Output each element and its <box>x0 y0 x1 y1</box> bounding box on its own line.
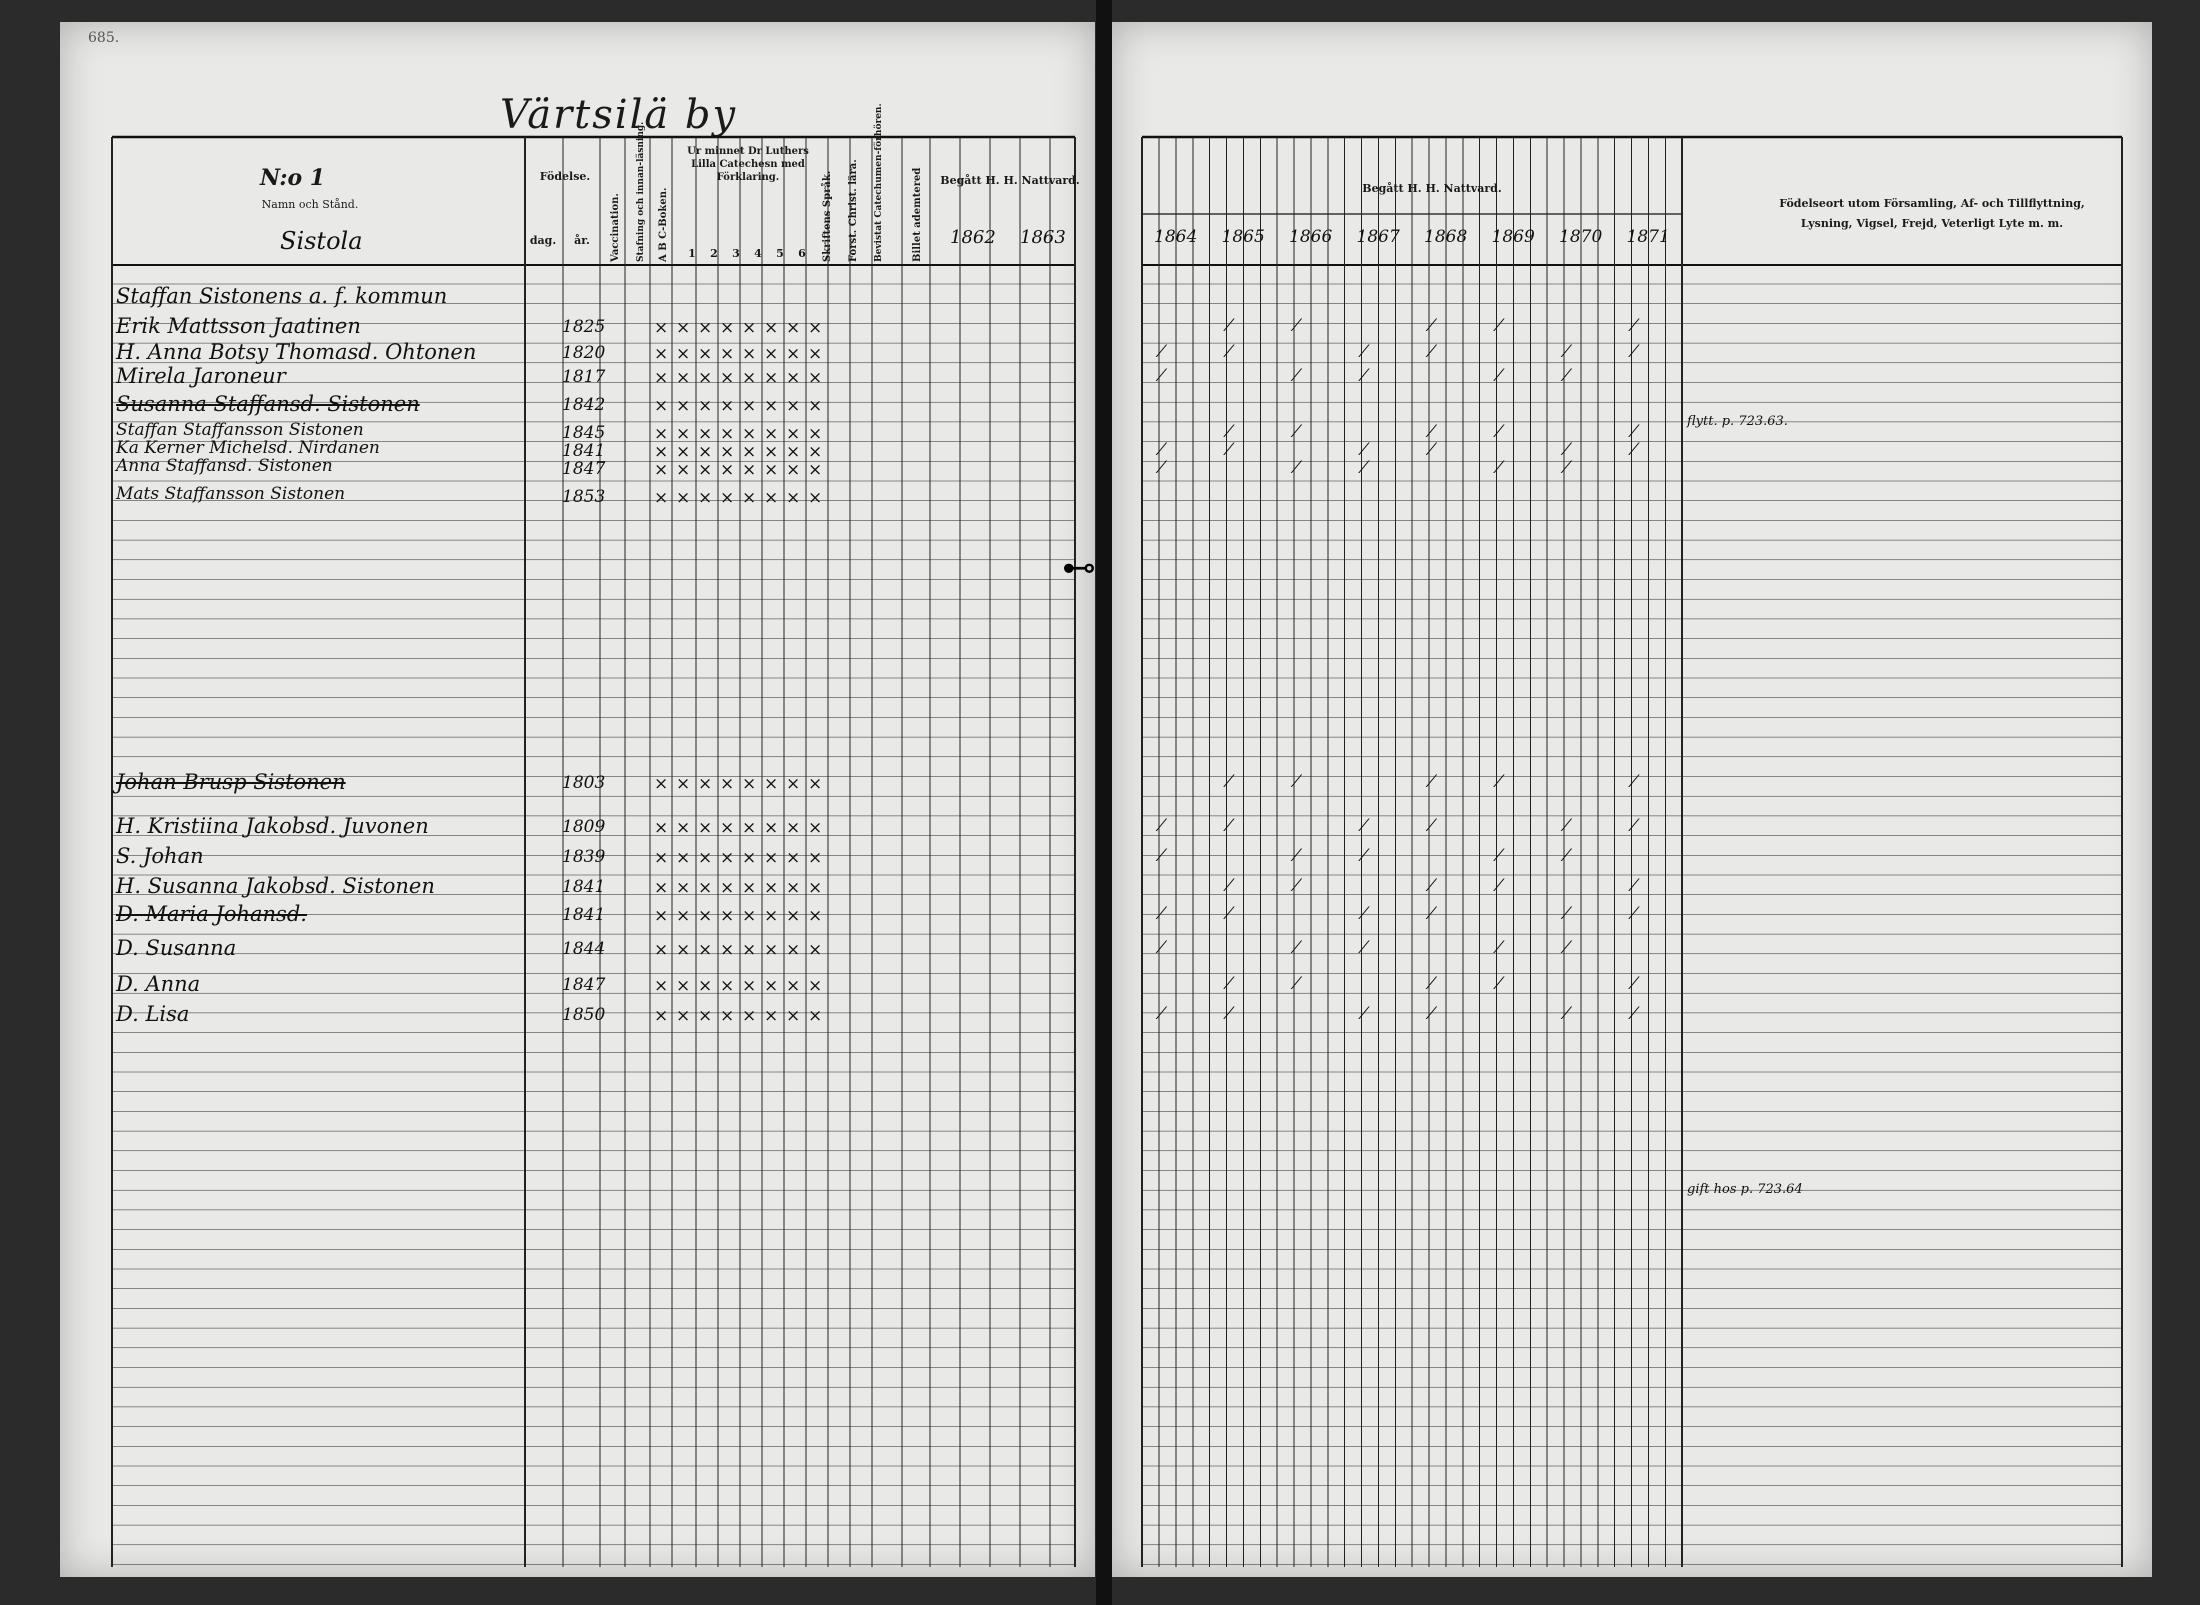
entry-name: D. Lisa <box>116 1002 190 1026</box>
book-spine <box>1096 0 1112 1605</box>
tick-mark: × <box>676 818 691 838</box>
catechism-col-4: 4 <box>754 247 762 260</box>
tick-mark: × <box>720 878 735 898</box>
tick-mark: × <box>786 940 801 960</box>
year-1864: 1864 <box>1154 227 1198 247</box>
year-header: år. <box>574 234 590 247</box>
communion-mark: ⁄ <box>1565 1004 1568 1024</box>
tick-mark: × <box>676 906 691 926</box>
tick-mark: × <box>676 396 691 416</box>
tick-mark: × <box>808 940 823 960</box>
year-1866: 1866 <box>1289 227 1333 247</box>
tick-mark: × <box>808 424 823 444</box>
tick-mark: × <box>654 818 669 838</box>
tick-mark: × <box>764 1006 779 1026</box>
tick-mark: × <box>654 442 669 462</box>
tick-mark: × <box>720 488 735 508</box>
communion-mark: ⁄ <box>1227 316 1231 336</box>
tick-mark: × <box>808 818 823 838</box>
communion-mark: ⁄ <box>1430 316 1433 336</box>
tick-mark: × <box>676 774 691 794</box>
communion-mark: ⁄ <box>1295 938 1298 958</box>
tick-mark: × <box>742 368 757 388</box>
catechism-col-2: 2 <box>710 247 718 260</box>
right-register-page <box>1112 22 2152 1577</box>
entry-name: H. Kristiina Jakobsd. Juvonen <box>116 814 429 838</box>
tick-mark: × <box>698 460 713 480</box>
communion-mark: ⁄ <box>1227 904 1231 924</box>
communion-mark: ⁄ <box>1160 440 1163 460</box>
communion-mark: ⁄ <box>1362 458 1366 478</box>
tick-mark: × <box>808 774 823 794</box>
tick-mark: × <box>720 774 735 794</box>
entry-name: H. Susanna Jakobsd. Sistonen <box>116 874 435 898</box>
catechism-col-1: 1 <box>688 247 696 260</box>
tick-mark: × <box>654 368 669 388</box>
scripture-header: Skriftens Språk. <box>822 170 833 262</box>
tick-mark: × <box>786 976 801 996</box>
tick-mark: × <box>676 460 691 480</box>
entry-birth-year: 1845 <box>562 423 606 443</box>
tick-mark: × <box>720 940 735 960</box>
entry-birth-year: 1803 <box>562 773 606 793</box>
communion-mark: ⁄ <box>1227 422 1231 442</box>
tick-mark: × <box>654 396 669 416</box>
entry-birth-year: 1820 <box>562 343 606 363</box>
tick-mark: × <box>720 1006 735 1026</box>
entry-name: D. Maria Johansd. <box>116 902 307 926</box>
communion-mark: ⁄ <box>1497 422 1501 442</box>
tick-mark: × <box>654 1006 669 1026</box>
tick-mark: × <box>786 488 801 508</box>
tick-mark: × <box>742 424 757 444</box>
village-title: Värtsilä by <box>500 92 738 138</box>
tick-mark: × <box>742 906 757 926</box>
entry-name: Staffan Staffansson Sistonen <box>116 420 364 440</box>
tick-mark: × <box>654 344 669 364</box>
communion-mark: ⁄ <box>1295 366 1298 386</box>
tick-mark: × <box>720 368 735 388</box>
remark-2: gift hos p. 723.64 <box>1687 1182 1803 1197</box>
tick-mark: × <box>654 906 669 926</box>
communion-mark: ⁄ <box>1362 938 1366 958</box>
tick-mark: × <box>676 344 691 364</box>
tick-mark: × <box>720 976 735 996</box>
tick-mark: × <box>698 318 713 338</box>
entry-birth-year: 1809 <box>562 817 606 837</box>
tick-mark: × <box>786 818 801 838</box>
tick-mark: × <box>786 774 801 794</box>
tick-mark: × <box>698 848 713 868</box>
tick-mark: × <box>764 368 779 388</box>
communion-mark: ⁄ <box>1497 846 1501 866</box>
tick-mark: × <box>764 774 779 794</box>
tick-mark: × <box>698 976 713 996</box>
entry-birth-year: 1847 <box>562 459 606 479</box>
tick-mark: × <box>698 424 713 444</box>
communion-mark: ⁄ <box>1430 904 1433 924</box>
tick-mark: × <box>808 878 823 898</box>
communion-mark: ⁄ <box>1295 458 1298 478</box>
communion-mark: ⁄ <box>1430 440 1433 460</box>
day-header: dag. <box>529 234 557 247</box>
tick-mark: × <box>808 396 823 416</box>
communion-mark: ⁄ <box>1362 342 1366 362</box>
tick-mark: × <box>764 878 779 898</box>
tick-mark: × <box>764 906 779 926</box>
tick-mark: × <box>742 976 757 996</box>
entry-birth-year: 1847 <box>562 975 606 995</box>
tick-mark: × <box>786 906 801 926</box>
communion-header-left: Begått H. H. Nattvard. <box>940 174 1080 187</box>
year-1867: 1867 <box>1356 227 1400 247</box>
entry-name: Johan Brusp Sistonen <box>116 770 346 794</box>
entry-birth-year: 1850 <box>562 1005 606 1025</box>
communion-mark: ⁄ <box>1362 1004 1366 1024</box>
tick-mark: × <box>720 424 735 444</box>
tick-mark: × <box>720 818 735 838</box>
communion-mark: ⁄ <box>1160 1004 1163 1024</box>
tick-mark: × <box>676 878 691 898</box>
farm-name: Sistola <box>280 227 363 255</box>
communion-mark: ⁄ <box>1632 342 1636 362</box>
tick-mark: × <box>742 396 757 416</box>
tick-mark: × <box>698 442 713 462</box>
tick-mark: × <box>720 848 735 868</box>
communion-mark: ⁄ <box>1632 1004 1636 1024</box>
tick-mark: × <box>742 460 757 480</box>
communion-mark: ⁄ <box>1227 816 1231 836</box>
communion-mark: ⁄ <box>1295 316 1298 336</box>
entry-name: Susanna Staffansd. Sistonen <box>116 392 420 416</box>
entry-birth-year: 1817 <box>562 367 606 387</box>
tick-mark: × <box>742 940 757 960</box>
tick-mark: × <box>698 396 713 416</box>
tick-mark: × <box>698 488 713 508</box>
communion-mark: ⁄ <box>1497 974 1501 994</box>
communion-mark: ⁄ <box>1295 846 1298 866</box>
communion-mark: ⁄ <box>1632 440 1636 460</box>
tick-mark: × <box>676 442 691 462</box>
tick-mark: × <box>764 344 779 364</box>
communion-mark: ⁄ <box>1565 366 1568 386</box>
tick-mark: × <box>764 818 779 838</box>
tick-mark: × <box>786 460 801 480</box>
entry-name: H. Anna Botsy Thomasd. Ohtonen <box>116 340 477 364</box>
birth-header: Födelse. <box>539 170 591 183</box>
tick-mark: × <box>654 940 669 960</box>
left-page-ruling <box>60 22 1095 1577</box>
year-1865: 1865 <box>1221 227 1265 247</box>
tick-mark: × <box>654 848 669 868</box>
communion-mark: ⁄ <box>1160 904 1163 924</box>
tick-mark: × <box>786 442 801 462</box>
tick-mark: × <box>676 940 691 960</box>
tick-mark: × <box>808 368 823 388</box>
tick-mark: × <box>698 878 713 898</box>
communion-mark: ⁄ <box>1430 1004 1433 1024</box>
communion-mark: ⁄ <box>1430 876 1433 896</box>
year-1869: 1869 <box>1491 227 1535 247</box>
tick-mark: × <box>742 848 757 868</box>
catechism-col-5: 5 <box>776 247 784 260</box>
tick-mark: × <box>654 424 669 444</box>
tick-mark: × <box>808 488 823 508</box>
communion-mark: ⁄ <box>1497 938 1501 958</box>
entry-birth-year: 1841 <box>562 441 606 461</box>
communion-mark: ⁄ <box>1430 974 1433 994</box>
communion-mark: ⁄ <box>1160 366 1163 386</box>
tick-mark: × <box>698 1006 713 1026</box>
tick-mark: × <box>698 368 713 388</box>
tick-mark: × <box>764 460 779 480</box>
tick-mark: × <box>764 396 779 416</box>
communion-mark: ⁄ <box>1295 974 1298 994</box>
entry-name: Mirela Jaroneur <box>116 364 286 388</box>
communion-mark: ⁄ <box>1497 772 1501 792</box>
entry-birth-year: 1842 <box>562 395 606 415</box>
tick-mark: × <box>698 774 713 794</box>
entry-birth-year: 1853 <box>562 487 606 507</box>
catechism-col-3: 3 <box>732 247 740 260</box>
tick-mark: × <box>764 318 779 338</box>
reading-header: Stafning och innan-läsning. <box>636 121 646 262</box>
remark-1: flytt. p. 723.63. <box>1687 414 1788 429</box>
catechumen-header: Bevistat Catechumen-förhören. <box>874 103 884 262</box>
tick-mark: × <box>786 318 801 338</box>
tick-mark: × <box>676 368 691 388</box>
vaccination-header: Vaccination. <box>610 193 621 262</box>
tick-mark: × <box>676 424 691 444</box>
year-1871: 1871 <box>1626 227 1670 247</box>
tick-mark: × <box>786 878 801 898</box>
tick-mark: × <box>742 488 757 508</box>
communion-mark: ⁄ <box>1362 366 1366 386</box>
tick-mark: × <box>786 344 801 364</box>
tick-mark: × <box>676 318 691 338</box>
communion-mark: ⁄ <box>1632 816 1636 836</box>
communion-mark: ⁄ <box>1295 876 1298 896</box>
communion-mark: ⁄ <box>1362 440 1366 460</box>
tick-mark: × <box>742 774 757 794</box>
tick-mark: × <box>808 460 823 480</box>
communion-mark: ⁄ <box>1632 904 1636 924</box>
tick-mark: × <box>764 424 779 444</box>
communion-mark: ⁄ <box>1227 772 1231 792</box>
communion-mark: ⁄ <box>1632 974 1636 994</box>
year-1862: 1862 <box>950 227 996 248</box>
tick-mark: × <box>654 488 669 508</box>
entry-name: Mats Staffansson Sistonen <box>116 484 346 504</box>
communion-mark: ⁄ <box>1430 422 1433 442</box>
tick-mark: × <box>654 774 669 794</box>
communion-mark: ⁄ <box>1497 458 1501 478</box>
tick-mark: × <box>654 460 669 480</box>
tick-mark: × <box>720 442 735 462</box>
communion-mark: ⁄ <box>1565 342 1568 362</box>
tick-mark: × <box>808 976 823 996</box>
tick-mark: × <box>676 1006 691 1026</box>
communion-header-right: Begått H. H. Nattvard. <box>1362 182 1502 195</box>
tick-mark: × <box>720 460 735 480</box>
tick-mark: × <box>720 906 735 926</box>
tick-mark: × <box>742 878 757 898</box>
entry-birth-year: 1841 <box>562 877 606 897</box>
communion-mark: ⁄ <box>1227 1004 1231 1024</box>
communion-mark: ⁄ <box>1632 316 1636 336</box>
name-column-header: Namn och Stånd. <box>261 198 359 211</box>
entry-name: Erik Mattsson Jaatinen <box>116 314 361 338</box>
communion-mark: ⁄ <box>1227 440 1231 460</box>
communion-mark: ⁄ <box>1497 366 1501 386</box>
tick-mark: × <box>764 442 779 462</box>
communion-mark: ⁄ <box>1632 422 1636 442</box>
right-page-ruling <box>1112 22 2152 1577</box>
tick-mark: × <box>742 318 757 338</box>
tick-mark: × <box>698 906 713 926</box>
year-1863: 1863 <box>1020 227 1066 248</box>
tick-mark: × <box>654 976 669 996</box>
tick-mark: × <box>742 344 757 364</box>
catechism-header: Ur minnet Dr Luthers Lilla Catechesn med Förklaring. <box>687 146 809 183</box>
communion-mark: ⁄ <box>1565 938 1568 958</box>
entry-name: Ka Kerner Michelsd. Nirdanen <box>116 438 380 458</box>
tick-mark: × <box>808 1006 823 1026</box>
communion-mark: ⁄ <box>1632 876 1636 896</box>
communion-mark: ⁄ <box>1565 904 1568 924</box>
tick-mark: × <box>786 848 801 868</box>
tick-mark: × <box>742 442 757 462</box>
communion-mark: ⁄ <box>1362 846 1366 866</box>
tick-mark: × <box>764 848 779 868</box>
communion-mark: ⁄ <box>1430 772 1433 792</box>
entry-birth-year: 1839 <box>562 847 606 867</box>
christianity-header: Forst. Christ. lära. <box>848 159 859 262</box>
entry-birth-year: 1844 <box>562 939 606 959</box>
communion-mark: ⁄ <box>1497 876 1501 896</box>
communion-mark: ⁄ <box>1295 772 1298 792</box>
tick-mark: × <box>786 424 801 444</box>
tick-mark: × <box>698 940 713 960</box>
tick-mark: × <box>676 976 691 996</box>
abc-header: A B C-Boken. <box>658 187 669 262</box>
communion-mark: ⁄ <box>1565 458 1568 478</box>
communion-mark: ⁄ <box>1565 846 1568 866</box>
communion-mark: ⁄ <box>1565 816 1568 836</box>
tick-mark: × <box>676 488 691 508</box>
household-number: N:o 1 <box>260 165 326 191</box>
tick-mark: × <box>808 318 823 338</box>
tick-mark: × <box>764 976 779 996</box>
year-1870: 1870 <box>1559 227 1603 247</box>
communion-mark: ⁄ <box>1227 876 1231 896</box>
communion-mark: ⁄ <box>1160 846 1163 866</box>
communion-mark: ⁄ <box>1565 440 1568 460</box>
tick-mark: × <box>786 368 801 388</box>
communion-mark: ⁄ <box>1160 938 1163 958</box>
tick-mark: × <box>808 848 823 868</box>
communion-mark: ⁄ <box>1362 816 1366 836</box>
communion-mark: ⁄ <box>1362 904 1366 924</box>
entry-name: D. Susanna <box>116 936 237 960</box>
entry-name: S. Johan <box>116 844 204 868</box>
ticket-header: Billet ademtered <box>912 167 923 262</box>
communion-mark: ⁄ <box>1160 816 1163 836</box>
tick-mark: × <box>654 878 669 898</box>
tick-mark: × <box>742 1006 757 1026</box>
tick-mark: × <box>720 318 735 338</box>
entry-name: Anna Staffansd. Sistonen <box>116 456 333 476</box>
tick-mark: × <box>720 396 735 416</box>
communion-mark: ⁄ <box>1497 316 1501 336</box>
left-register-page <box>60 22 1095 1577</box>
tick-mark: × <box>808 442 823 462</box>
communion-mark: ⁄ <box>1227 342 1231 362</box>
tick-mark: × <box>742 818 757 838</box>
binding-clip: ⊷ <box>1062 548 1096 588</box>
entry-birth-year: 1825 <box>562 317 606 337</box>
communion-mark: ⁄ <box>1295 422 1298 442</box>
entry-name: D. Anna <box>116 972 201 996</box>
catechism-col-6: 6 <box>798 247 806 260</box>
tick-mark: × <box>720 344 735 364</box>
communion-mark: ⁄ <box>1160 342 1163 362</box>
tick-mark: × <box>676 848 691 868</box>
remarks-header: Födelseort utom Församling, Af- och Tillflyttning, Lysning, Vigsel, Frejd, Veterligt Lyte m. m. <box>1779 197 2085 230</box>
tick-mark: × <box>698 818 713 838</box>
entry-name: Staffan Sistonens a. f. kommun <box>116 284 448 308</box>
tick-mark: × <box>808 344 823 364</box>
communion-mark: ⁄ <box>1430 342 1433 362</box>
communion-mark: ⁄ <box>1632 772 1636 792</box>
tick-mark: × <box>764 940 779 960</box>
tick-mark: × <box>786 396 801 416</box>
tick-mark: × <box>764 488 779 508</box>
communion-mark: ⁄ <box>1430 816 1433 836</box>
tick-mark: × <box>698 344 713 364</box>
tick-mark: × <box>654 318 669 338</box>
communion-mark: ⁄ <box>1160 458 1163 478</box>
tick-mark: × <box>808 906 823 926</box>
tick-mark: × <box>786 1006 801 1026</box>
year-1868: 1868 <box>1424 227 1468 247</box>
entry-birth-year: 1841 <box>562 905 606 925</box>
page-number: 685. <box>88 30 120 46</box>
communion-mark: ⁄ <box>1227 974 1231 994</box>
